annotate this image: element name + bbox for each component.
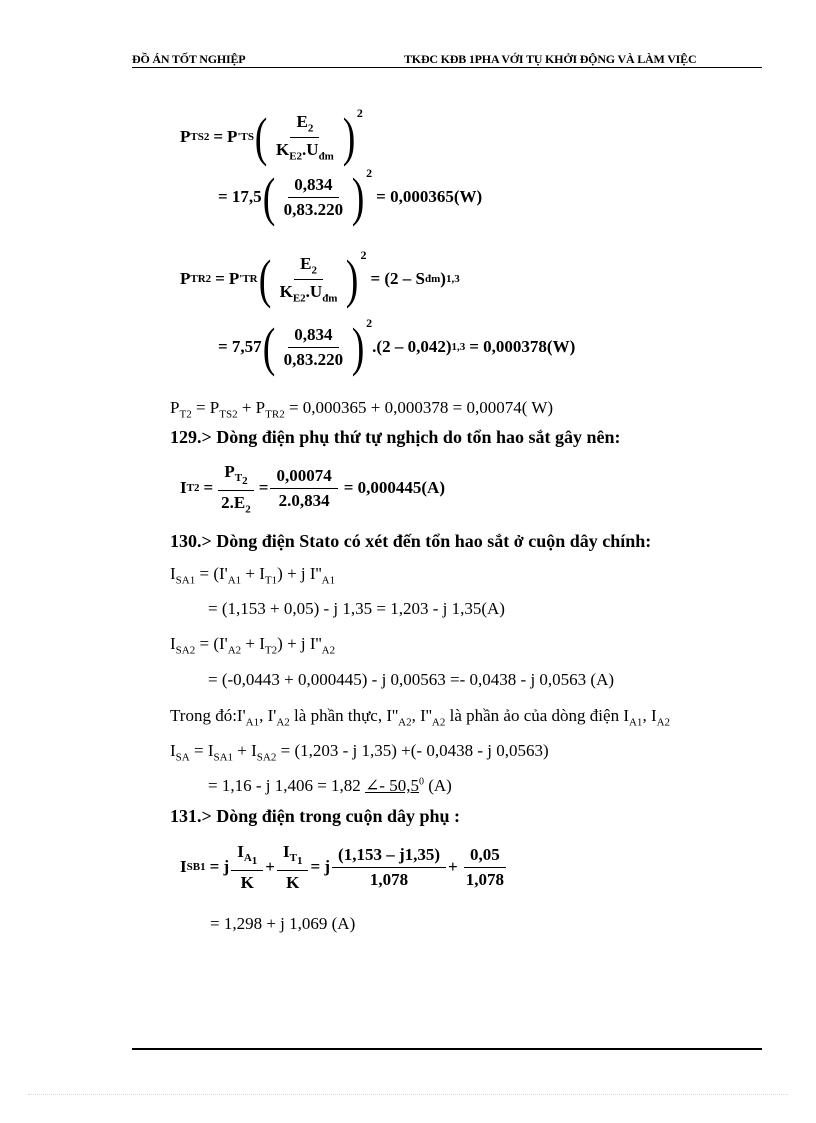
eq-pts2: P TS2 = P ' TS ( $\frac{E_2}{K_{E2}.U_{đm}}$ ) 2 xyxy=(180,106,363,167)
line-isa2: $I_{SA2} = (I'_{A2} + I_{T2}) + j$ $I''_{A2}$ xyxy=(170,634,336,657)
line-isb1-value: = 1,298 + j 1,069 (A) xyxy=(210,914,356,933)
eq-pts2-value: = 17,5 ( $\frac{0,834}{0,83.220}$ ) 2 = 0,000365(W) xyxy=(218,166,483,227)
header-left-title: ĐỒ ÁN TỐT NGHIỆP xyxy=(132,52,246,66)
right-paren: ) xyxy=(342,107,356,167)
eq-ptr2: P TR2 = P ' TR ( $\frac{E_2}{K_{E2}.U_{đm}}$ ) 2 = (2 – S đm ) 1,3 xyxy=(180,248,460,309)
line-isa: $I_{SA} = I_{SA1} + I_{SA2} = (1,203 - j$ 1,35) +(- 0,0438 - j 0,0563) xyxy=(170,741,549,764)
line-isa1: $I_{SA1} = (I'_{A1} + I_{T1}) + j$ $I''_{A1}$ xyxy=(170,564,336,587)
page-edge-dotted xyxy=(28,1094,788,1095)
line-isa1-value: = (1,153 + 0,05) - j 1,35 = 1,203 - j 1,35(A) xyxy=(208,599,505,618)
left-paren: ( xyxy=(254,107,268,167)
line-pt2: $P_{T2} = P_{TS2} + P_{TR2} = 0,000365 + 0,000378 = 0,00074$( W) xyxy=(170,398,554,421)
eq-it2: I T2 = $\frac{P_{T_2}}{2.E_2}$ = $\frac{0,00074}{2.0,834}$ = 0,000445(A) xyxy=(180,462,445,515)
header-rule xyxy=(132,67,762,68)
heading-130: 130.> Dòng điện Stato có xét đến tổn hao sắt ở cuộn dây chính: xyxy=(170,531,652,551)
eq-ptr2-value: = 7,57 ( $\frac{0,834}{0,83.220}$ ) 2 .(2 – 0,042) 1,3 = 0,000378(W) xyxy=(218,316,576,377)
heading-129: 129.> Dòng điện phụ thứ tự nghịch do tổn hao sắt gây nên: xyxy=(170,427,621,447)
footer-rule xyxy=(132,1048,762,1050)
line-trong-do: Trong $đó:I'_{A1}$, $I'_{A2}$ là phần thực, $I''_{A2}$, $I''_{A2}$ là phần ảo của dòng điện $I_{A1}$, $I_{A2}$ xyxy=(170,706,671,729)
header-right-title: TKĐC KĐB 1PHA VỚI TỤ KHỞI ĐỘNG VÀ LÀM VIỆC xyxy=(404,52,697,66)
fraction: $\frac{E_2}{K_{E2}.U_{đm}}$ xyxy=(275,112,334,162)
line-isa2-value: = (-0,0443 + 0,000445) - j 0,00563 =- 0,0438 - j 0,0563 (A) xyxy=(208,670,615,689)
line-isa-value: = 1,16 - j 1,406 = 1,82 ∠- 50,5$^0$ (A) xyxy=(208,776,452,795)
eq-isb1: I SB1 = j $\frac{I_{A_1}}{K}$ + $\frac{I_{T_1}}{K}$ = j $\frac{(1,153 - j1,35)}{1,078}$ + $\frac{0,05}{1,078}$ xyxy=(180,842,504,892)
polar-angle: ∠- 50,5 xyxy=(365,776,419,795)
heading-131: 131.> Dòng điện trong cuộn dây phụ : xyxy=(170,806,460,826)
